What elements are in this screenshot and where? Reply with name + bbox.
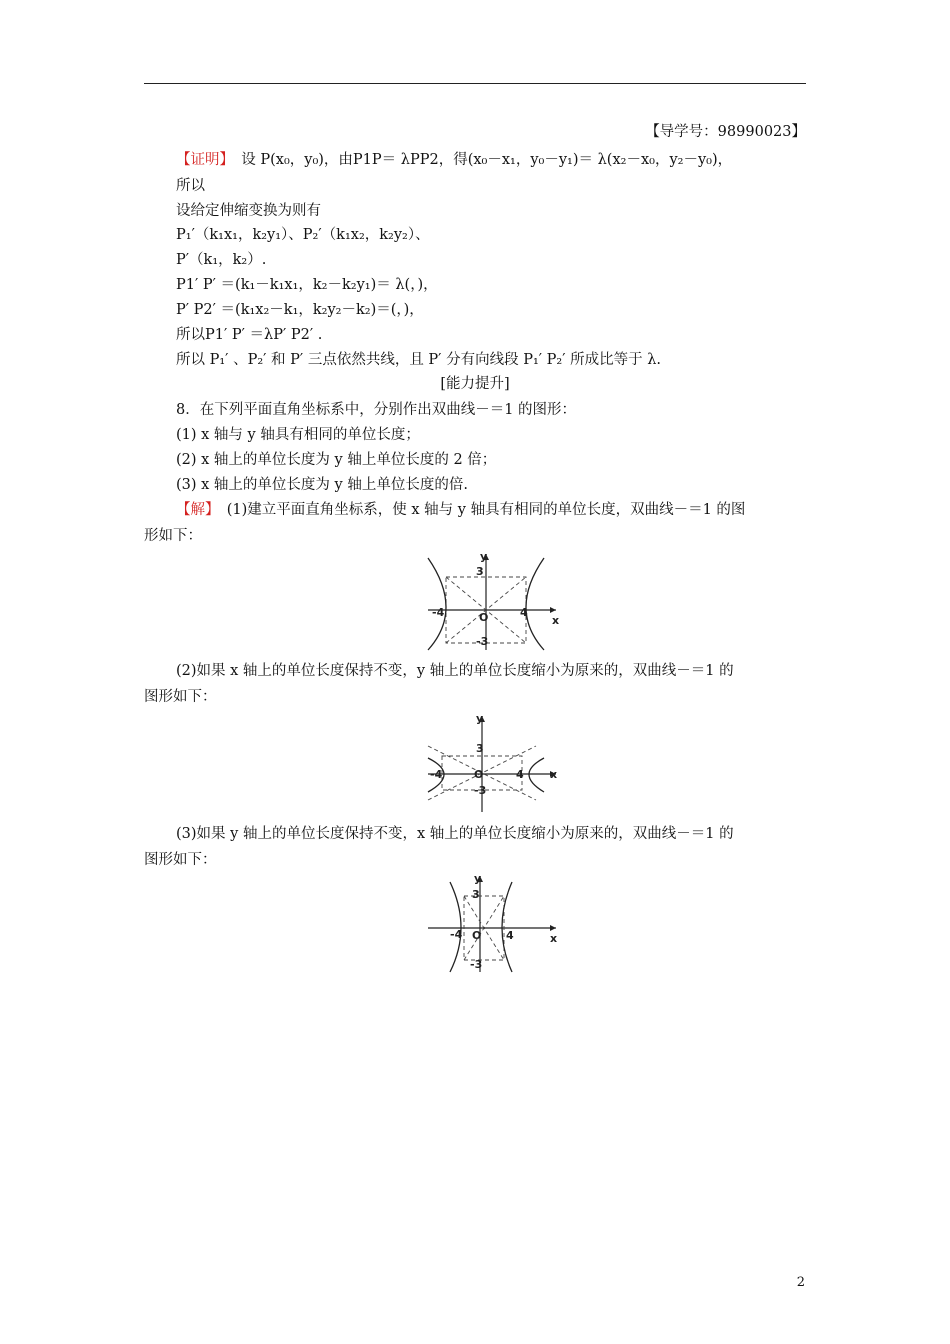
proof-line-9: 所以 P₁′ 、P₂′ 和 P′ 三点依然共线，且 P′ 分有向线段 P₁′ P₂′ 所成比等于 λ.	[176, 352, 662, 368]
fig2-four: 4	[516, 768, 524, 781]
proof-line-1	[176, 150, 732, 170]
fig1-four: 4	[520, 606, 528, 619]
proof-tag: 【证明】	[176, 152, 227, 168]
proof-line-6: P1′ P′ ＝(k₁－k₁x₁，k₂－k₂y₁)＝ λ(，)，	[176, 277, 438, 293]
fig2-y-label: y	[476, 712, 484, 725]
fig2-three: 3	[476, 742, 484, 755]
problem-stem: 8．在下列平面直角坐标系中，分别作出双曲线－＝1 的图形：	[176, 402, 577, 418]
proof-line-4: P₁′（k₁x₁，k₂y₁）、P₂′（k₁x₂，k₂y₂）、	[176, 227, 430, 243]
solution-part1-line1	[176, 500, 745, 520]
proof-line-7: P′ P2′ ＝(k₁x₂－k₁，k₂y₂－k₂)＝(，)，	[176, 302, 424, 318]
problem-item-2: (2) x 轴上的单位长度为 y 轴上单位长度的 2 倍；	[176, 452, 497, 468]
proof-line-5: P′（k₁，k₂）.	[176, 252, 267, 268]
fig2-neg-four: -4	[430, 768, 443, 781]
solution-part3-line2: 图形如下：	[144, 852, 217, 868]
fig3-four: 4	[506, 929, 514, 942]
hyperbola-figure-1	[424, 550, 564, 654]
fig1-three: 3	[476, 565, 484, 578]
fig1-y-label: y	[480, 550, 488, 563]
solution-text-1: (1)建立平面直角坐标系，使 x 轴与 y 轴具有相同的单位长度，双曲线－＝1 的图	[212, 502, 746, 518]
proof-line-3: 设给定伸缩变换为则有	[176, 203, 321, 219]
proof-line-8: 所以P1′ P′ ＝λP′ P2′ .	[176, 327, 323, 343]
fig3-neg-four: -4	[450, 928, 463, 941]
solution-part2-line1: (2)如果 x 轴上的单位长度保持不变，y 轴上的单位长度缩小为原来的，双曲线－＝1 的	[176, 663, 734, 679]
fig3-origin: O	[472, 929, 482, 942]
page-number: 2	[796, 1275, 805, 1290]
fig3-y-label: y	[474, 872, 482, 885]
solution-part1-line2: 形如下：	[144, 528, 202, 544]
hyperbola-figure-2	[424, 712, 564, 816]
section-heading: [能力提升]	[440, 376, 510, 392]
fig1-neg-three: -3	[476, 635, 489, 648]
fig2-neg-three: -3	[474, 784, 487, 797]
hyperbola-figure-3	[424, 872, 564, 976]
problem-item-3: (3) x 轴上的单位长度为 y 轴上单位长度的倍.	[176, 477, 468, 493]
header-rule	[144, 83, 806, 84]
fig3-x-label: x	[550, 932, 558, 945]
solution-part3-line1: (3)如果 y 轴上的单位长度保持不变，x 轴上的单位长度缩小为原来的，双曲线－＝1 的	[176, 826, 734, 842]
solution-tag: 【解】	[176, 502, 213, 518]
problem-item-1: (1) x 轴与 y 轴具有相同的单位长度；	[176, 427, 420, 443]
fig3-three: 3	[472, 888, 480, 901]
solution-part2-line2: 图形如下：	[144, 689, 217, 705]
fig1-origin: O	[479, 611, 489, 624]
proof-text-1: 设 P(x₀，y₀)，由P1P＝ λPP2，得(x₀－x₁，y₀－y₁)＝ λ(x₂－x₀，y₂－y₀)，	[226, 152, 733, 168]
proof-line-2: 所以	[176, 178, 205, 194]
fig2-origin: O	[474, 768, 484, 781]
fig1-x-label: x	[552, 614, 560, 627]
fig1-neg-four: -4	[432, 606, 445, 619]
guide-number: 【导学号：98990023】	[645, 124, 806, 140]
fig3-neg-three: -3	[470, 958, 483, 971]
fig2-x-label: x	[550, 768, 558, 781]
